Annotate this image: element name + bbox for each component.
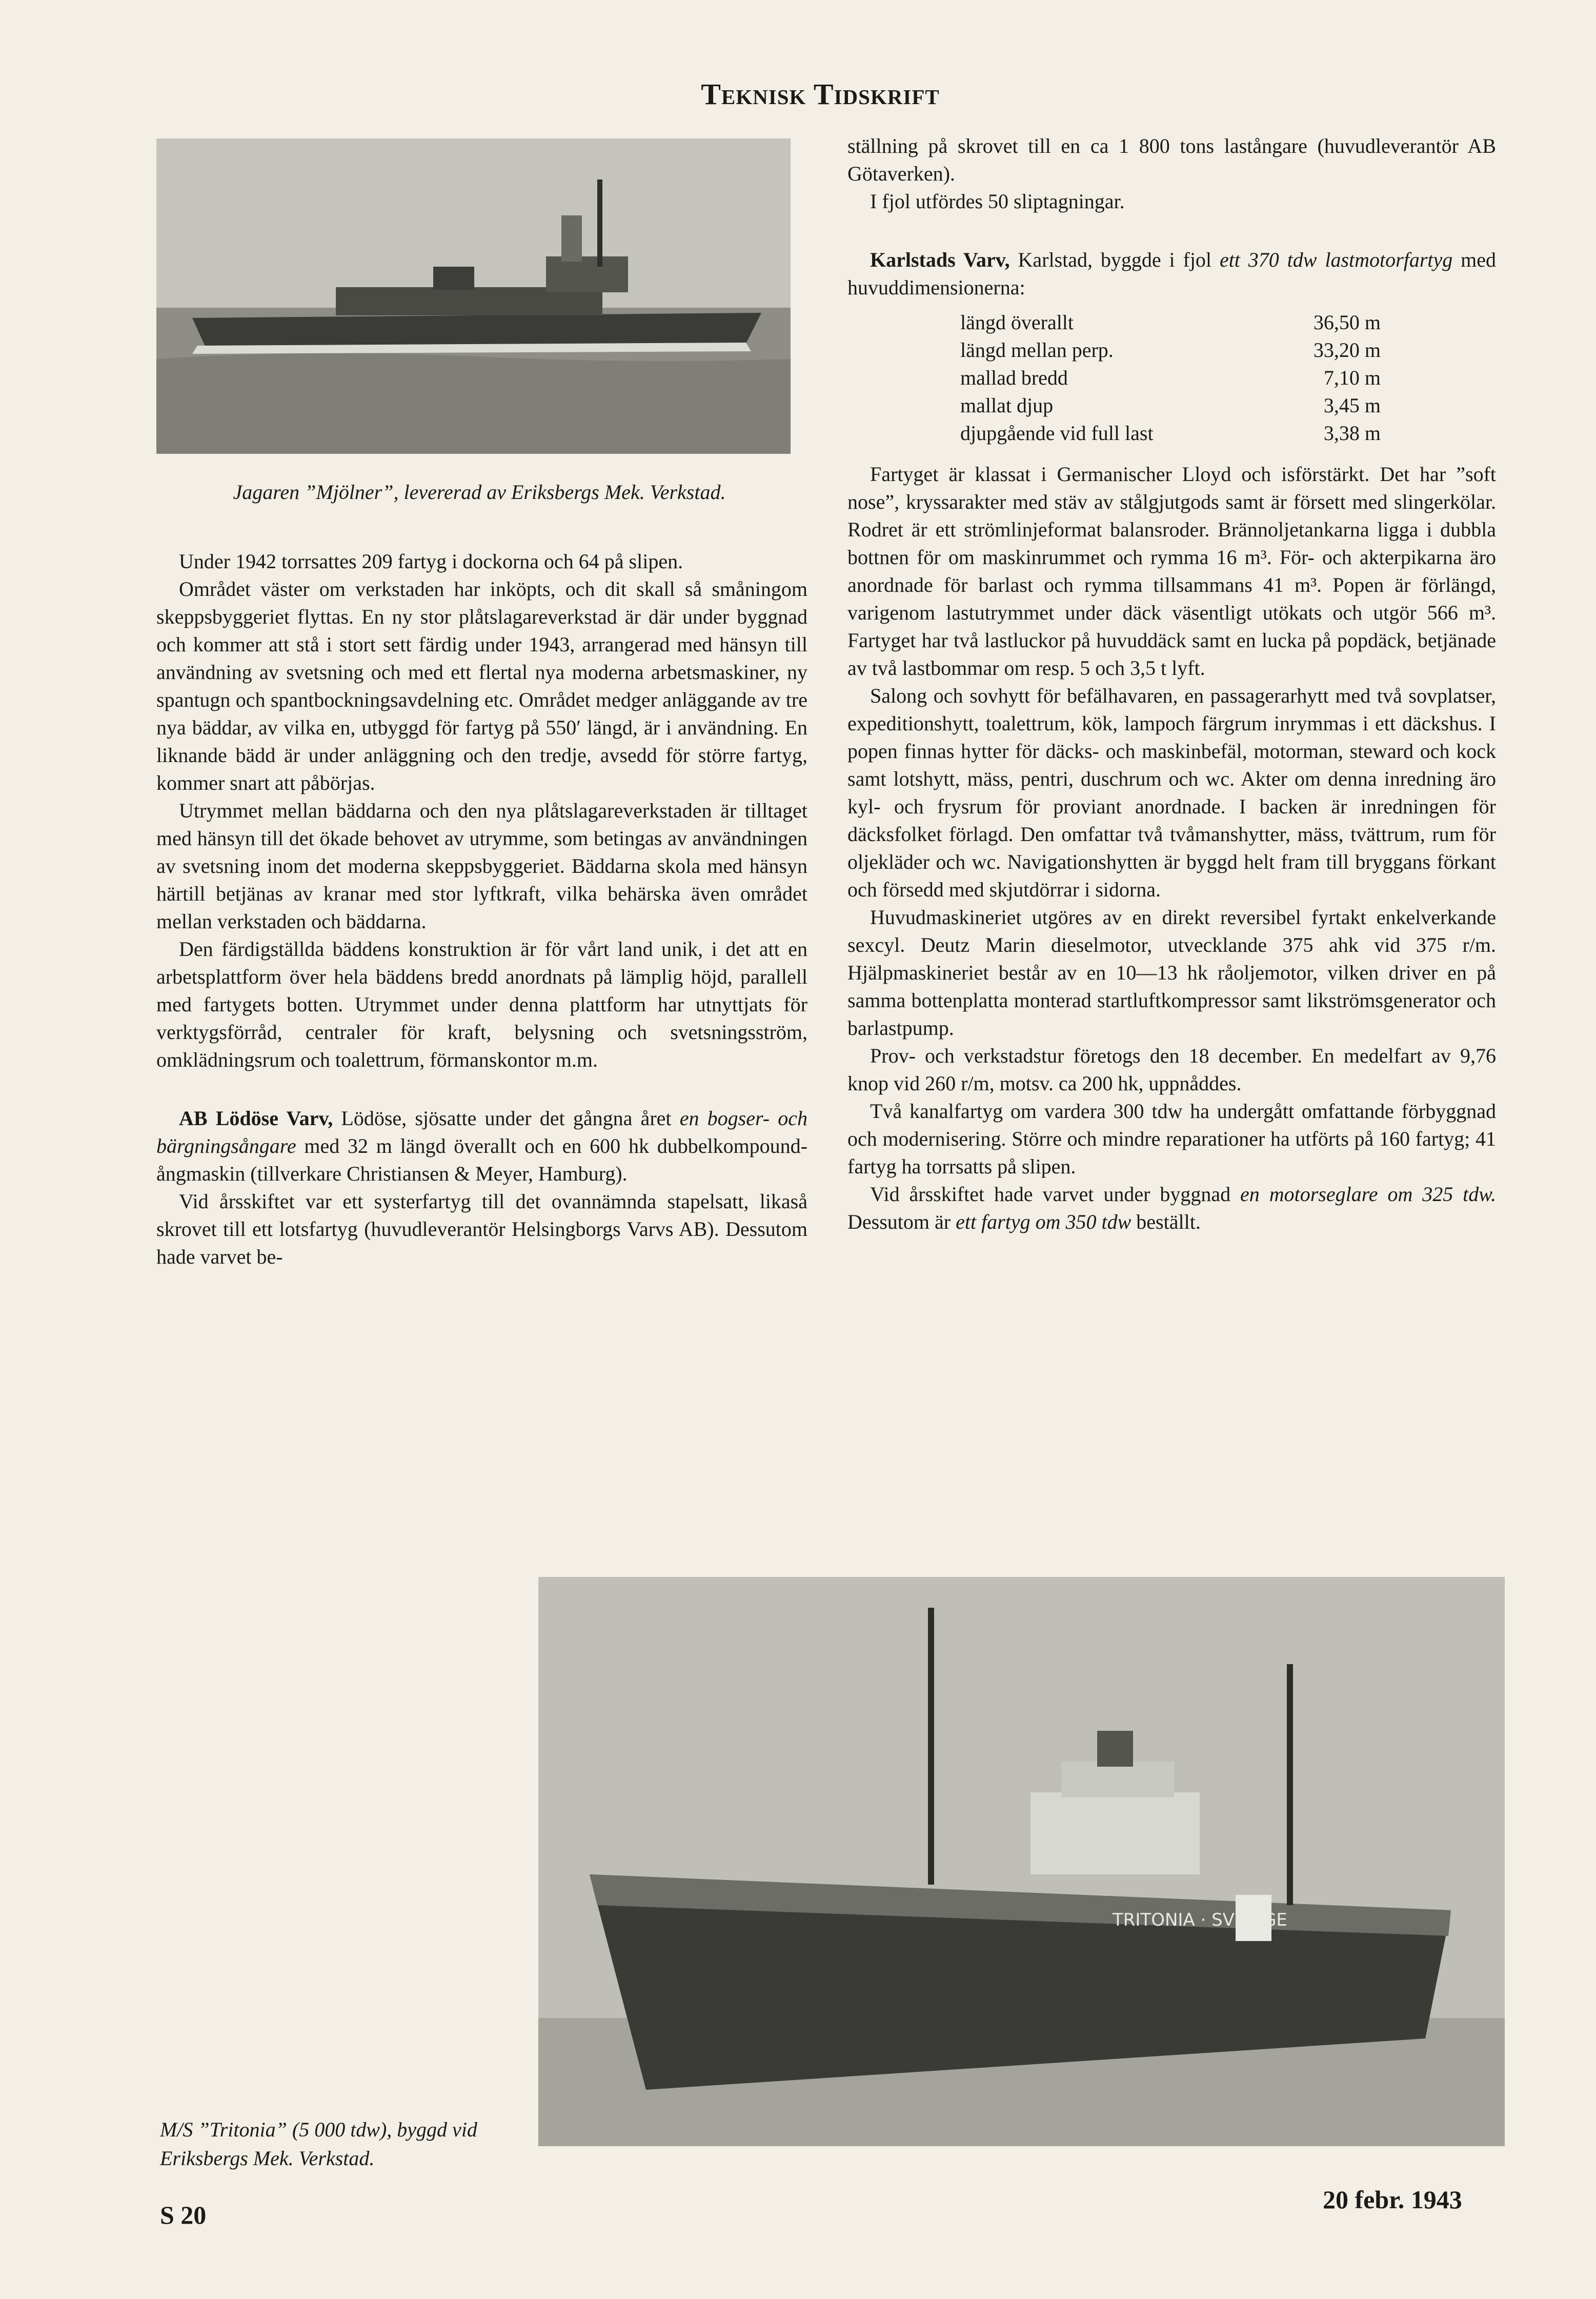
paragraph: Prov- och verkstadstur företogs den 18 december. En medelfart av 9,76 knop vid 260 r/m, motsv. ca 200 hk, uppnåddes. (847, 1044, 1496, 1095)
dimension-row: mallat djup 3,45 m (960, 394, 1381, 417)
paragraph: I fjol utfördes 50 sliptagningar. (870, 190, 1125, 213)
paragraph: ställning på skrovet till en ca 1 800 tons lastångare (huvudleverantör AB Götaverken). (847, 134, 1496, 185)
bottom-photo-caption: M/S ”Tritonia” (5 000 tdw), byggd vid Eriksbergs Mek. Verkstad. (160, 2118, 477, 2170)
paragraph: Under 1942 torrsattes 209 fartyg i dockorna och 64 på slipen. (179, 550, 683, 573)
paragraph: Området väster om verkstaden har inköpts, och dit skall så småningom skeppsbyggeriet flyttas. En ny stor plåtslagareverkstad är där under byggnad och kommer att stå i stort sett färdig under 1943, arrangerad med hänsyn till användning av svetsning och med ett flertal nya moderna arbetsmaskiner, ny spantugn och spantbockningsavdelning etc. Området medger anläggande av tre nya bäddar, av vilka en, utbyggd för fartyg på 550′ längd, är i användning. En liknande bädd är under anläggning och den tredje, avsedd för större fartyg, kommer snart att påbörjas. (156, 577, 807, 794)
dimension-row: djupgående vid full last 3,38 m (960, 422, 1381, 445)
right-column (847, 132, 1496, 1236)
paragraph: Huvudmaskineriet utgöres av en direkt reversibel fyrtakt enkelverkande sexcyl. Deutz Marin dieselmotor, utvecklande 375 ahk vid 375 r/m. Hjälpmaskineriet består av en 10—13 hk råoljemotor, vilken driver en på samma bottenplatta monterad startluftkompressor samt likströmsgenerator och barlastpump. (847, 906, 1496, 1039)
dimension-row: längd överallt 36,50 m (960, 311, 1381, 334)
dimension-row: längd mellan perp. 33,20 m (960, 338, 1381, 362)
paragraph: Den färdigställda bäddens konstruktion är för vårt land unik, i det att en arbetsplattform över hela bäddens bredd anordnats på lämplig höjd, parallell med fartygets botten. Utrymmet under denna plattform har utnyttjats för verktygsförråd, centraler för kraft, belysning och svetsningsström, omklädningsrum och toalettrum, förmanskontor m.m. (156, 937, 807, 1071)
company-name: Karlstads Varv, (870, 248, 1010, 271)
paragraph: Två kanalfartyg om vardera 300 tdw ha undergått omfattande förbyggnad och modernisering. Större och mindre reparationer ha utförts på 160 fartyg; 41 fartyg ha torrsatts på slipen. (847, 1099, 1496, 1178)
destroyer-photo (156, 138, 791, 454)
paragraph: Vid årsskiftet var ett systerfartyg till det ovannämnda stapelsatt, likaså skrovet till ett lotsfartyg (huvudleverantör Helsingborgs Varvs AB). Dessutom hade varvet be- (156, 1190, 807, 1268)
left-column (156, 548, 807, 1271)
paragraph: Salong och sovhytt för befälhavaren, en passagerarhytt med två sovplatser, expeditionshytt, toalettrum, kök, lampoch färgrum inrymmas i ett däckshus. I popen finnas hytter för däcks- och maskinbefäl, motorman, steward och kock samt lotshytt, mäss, pentri, duschrum och wc. Akter om denna inredning äro kyl- och frysrum för proviant anordnade. I backen är inredningen för däcksfolket förlagd. Den omfattar två tvåmanshytter, mäss, tvättrum, rum för oljekläder och wc. Navigationshytten är byggd helt fram till bryggans förkant och försedd med skjutdörrar i sidorna. (847, 684, 1496, 901)
paragraph: Fartyget är klassat i Germanischer Lloyd och isförstärkt. Det har ”soft nose”, kryssarakter med stäv av stålgjutgods samt är försett med slingerkölar. Rodret är ett strömlinjeformat balansroder. Brännoljetankarna ligga i dubbla bottnen för om maskinrummet och rymma 16 m³. För- och akterpikarna äro anordnade för barlast och rymma tillsammans 41 m³. Popen är förlängd, varigenom lastutrymmet under däck väsentligt utökats och utgör 566 m³. Fartyget har två lastluckor på huvuddäck samt en lucka på popdäck, betjänade av två lastbommar om resp. 5 och 3,5 t lyft. (847, 463, 1496, 679)
issue-date: 20 febr. 1943 (1323, 2185, 1462, 2214)
top-photo-caption: Jagaren ”Mjölner”, levererad av Eriksbergs Mek. Verkstad. (233, 481, 726, 504)
masthead: Teknisk Tidskrift (701, 77, 940, 111)
dimension-table (960, 309, 1381, 447)
page-number: S 20 (160, 2201, 207, 2229)
karlstad-paragraph: Karlstads Varv, Karlstad, byggde i fjol ett 370 tdw lastmotorfartyg med huvuddimensionerna: (847, 248, 1497, 299)
paragraph: Vid årsskiftet hade varvet under byggnad en motorseglare om 325 tdw. Dessutom är ett fartyg om 350 tdw beställt. (847, 1183, 1496, 1233)
lodose-paragraph: AB Lödöse Varv, Lödöse, sjösatte under det gångna året en bogser- och bärgningsångare med 32 m längd överallt och en 600 hk dubbelkompound-ångmaskin (tillverkare Christiansen & Meyer, Hamburg). (156, 1107, 807, 1185)
cargo-ship-photo (538, 1577, 1505, 2146)
dimension-row: mallad bredd 7,10 m (960, 366, 1381, 389)
hull-lettering: TRITONIA · SVERIGE (1113, 1910, 1287, 1930)
paragraph: Utrymmet mellan bäddarna och den nya plåtslagareverkstaden är tilltaget med hänsyn till det ökade behovet av utrymme, som betingas av användningen av svetsning inom det moderna skeppsbyggeriet. Bäddarna skola med hänsyn härtill betjänas av kranar med stor lyftkraft, vilka behärska även området mellan verkstaden och bäddarna. (156, 799, 807, 933)
company-name: AB Lödöse Varv, (179, 1107, 333, 1130)
